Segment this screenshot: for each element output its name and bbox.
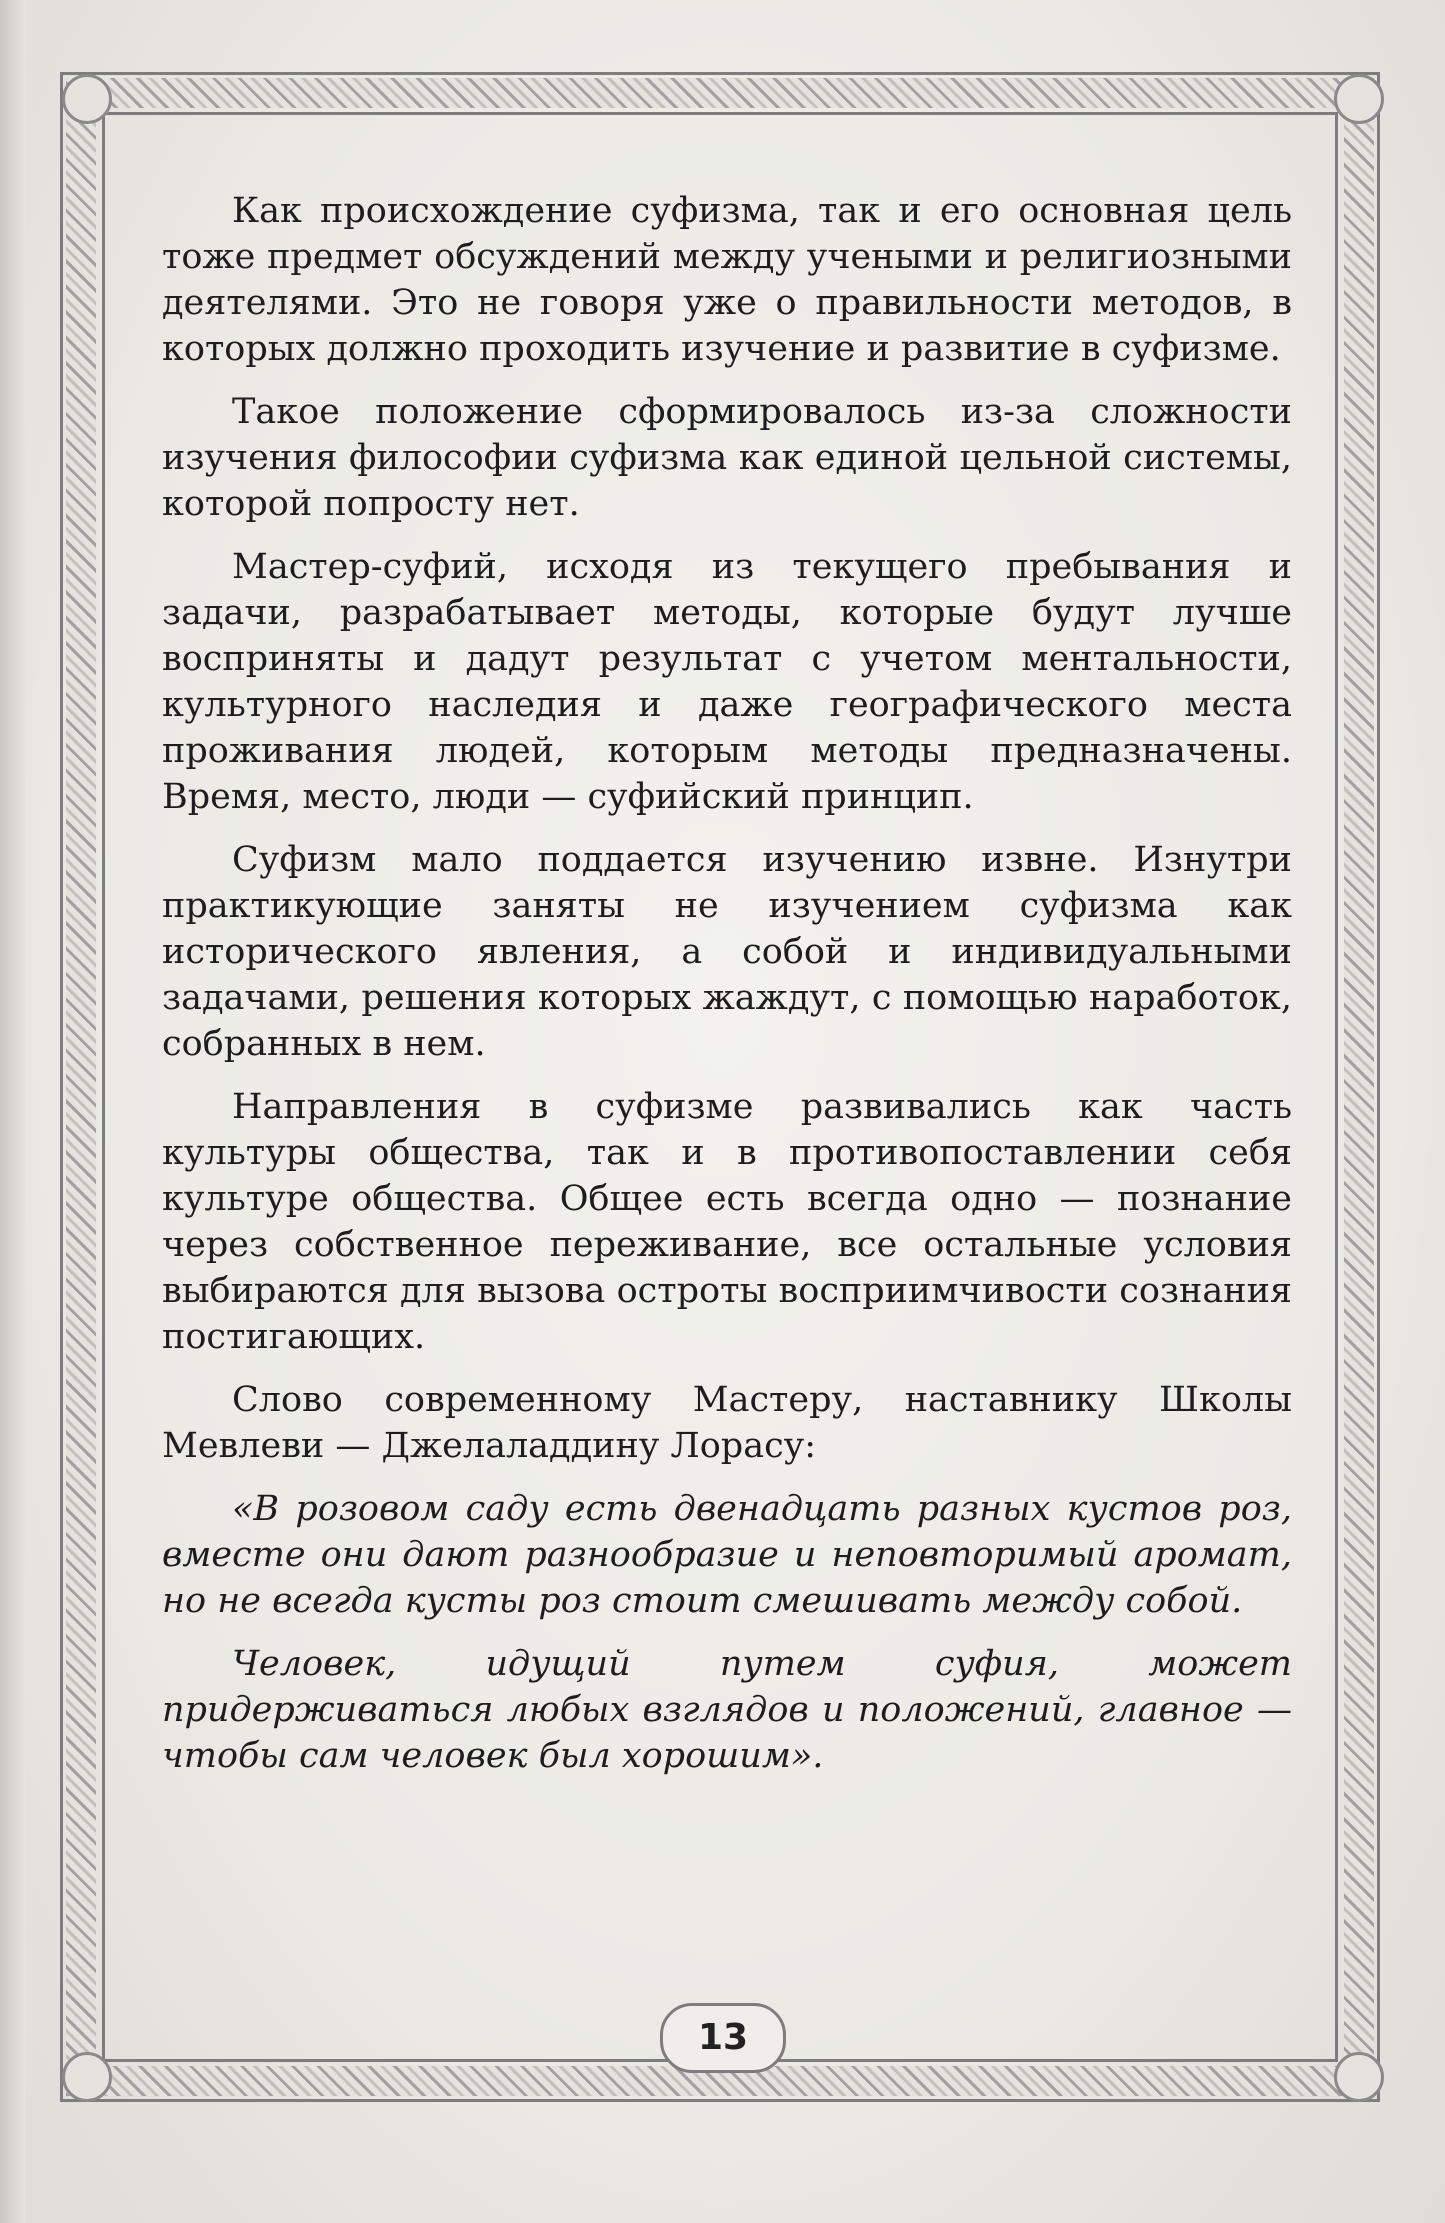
frame-corner-ornament-icon	[1334, 2052, 1384, 2102]
paragraph: Направления в суфизме развивались как часть культуры общества, так и в противопоставлении себя культуре общества. Общее есть всегда одно — познание через собственное переживание, все остальные условия выбираются для вызова остроты восприимчивости сознания постигающих.	[162, 1087, 1292, 1357]
frame-corner-ornament-icon	[62, 74, 112, 124]
frame-corner-ornament-icon	[1334, 74, 1384, 124]
paragraph: Мастер-суфий, исходя из текущего пребывания и задачи, разрабатывает методы, которые будут лучше восприняты и дадут результат с учетом ментальности, культурного наследия и даже географического места проживания людей, которым методы предназначены. Время, место, люди — суфийский принцип.	[162, 547, 1292, 817]
paragraph: Суфизм мало поддается изучению извне. Изнутри практикующие заняты не изучением суфизма как исторического явления, а собой и индивидуальными задачами, решения которых жаждут, с помощью наработок, собранных в нем.	[162, 840, 1292, 1064]
page-spine-shadow	[0, 0, 26, 2223]
page-number: 13	[660, 2003, 786, 2073]
page-body-text	[162, 188, 1292, 1796]
quote-paragraph: «В розовом саду есть двенадцать разных кустов роз, вместе они дают разнообразие и неповторимый аромат, но не всегда кусты роз стоит смешивать между собой.	[162, 1489, 1292, 1621]
paragraph: Слово современному Мастеру, наставнику Школы Мевлеви — Джелаладдину Лорасу:	[162, 1380, 1292, 1466]
quote-paragraph: Человек, идущий путем суфия, может придерживаться любых взглядов и положений, главное — чтобы сам человек был хорошим».	[162, 1644, 1292, 1776]
paragraph: Как происхождение суфизма, так и его основная цель тоже предмет обсуждений между учеными и религиозными деятелями. Это не говоря уже о правильности методов, в которых должно проходить изучение и развитие в суфизме.	[162, 191, 1292, 369]
frame-corner-ornament-icon	[62, 2052, 112, 2102]
paragraph: Такое положение сформировалось из-за сложности изучения философии суфизма как единой цельной системы, которой попросту нет.	[162, 392, 1292, 524]
